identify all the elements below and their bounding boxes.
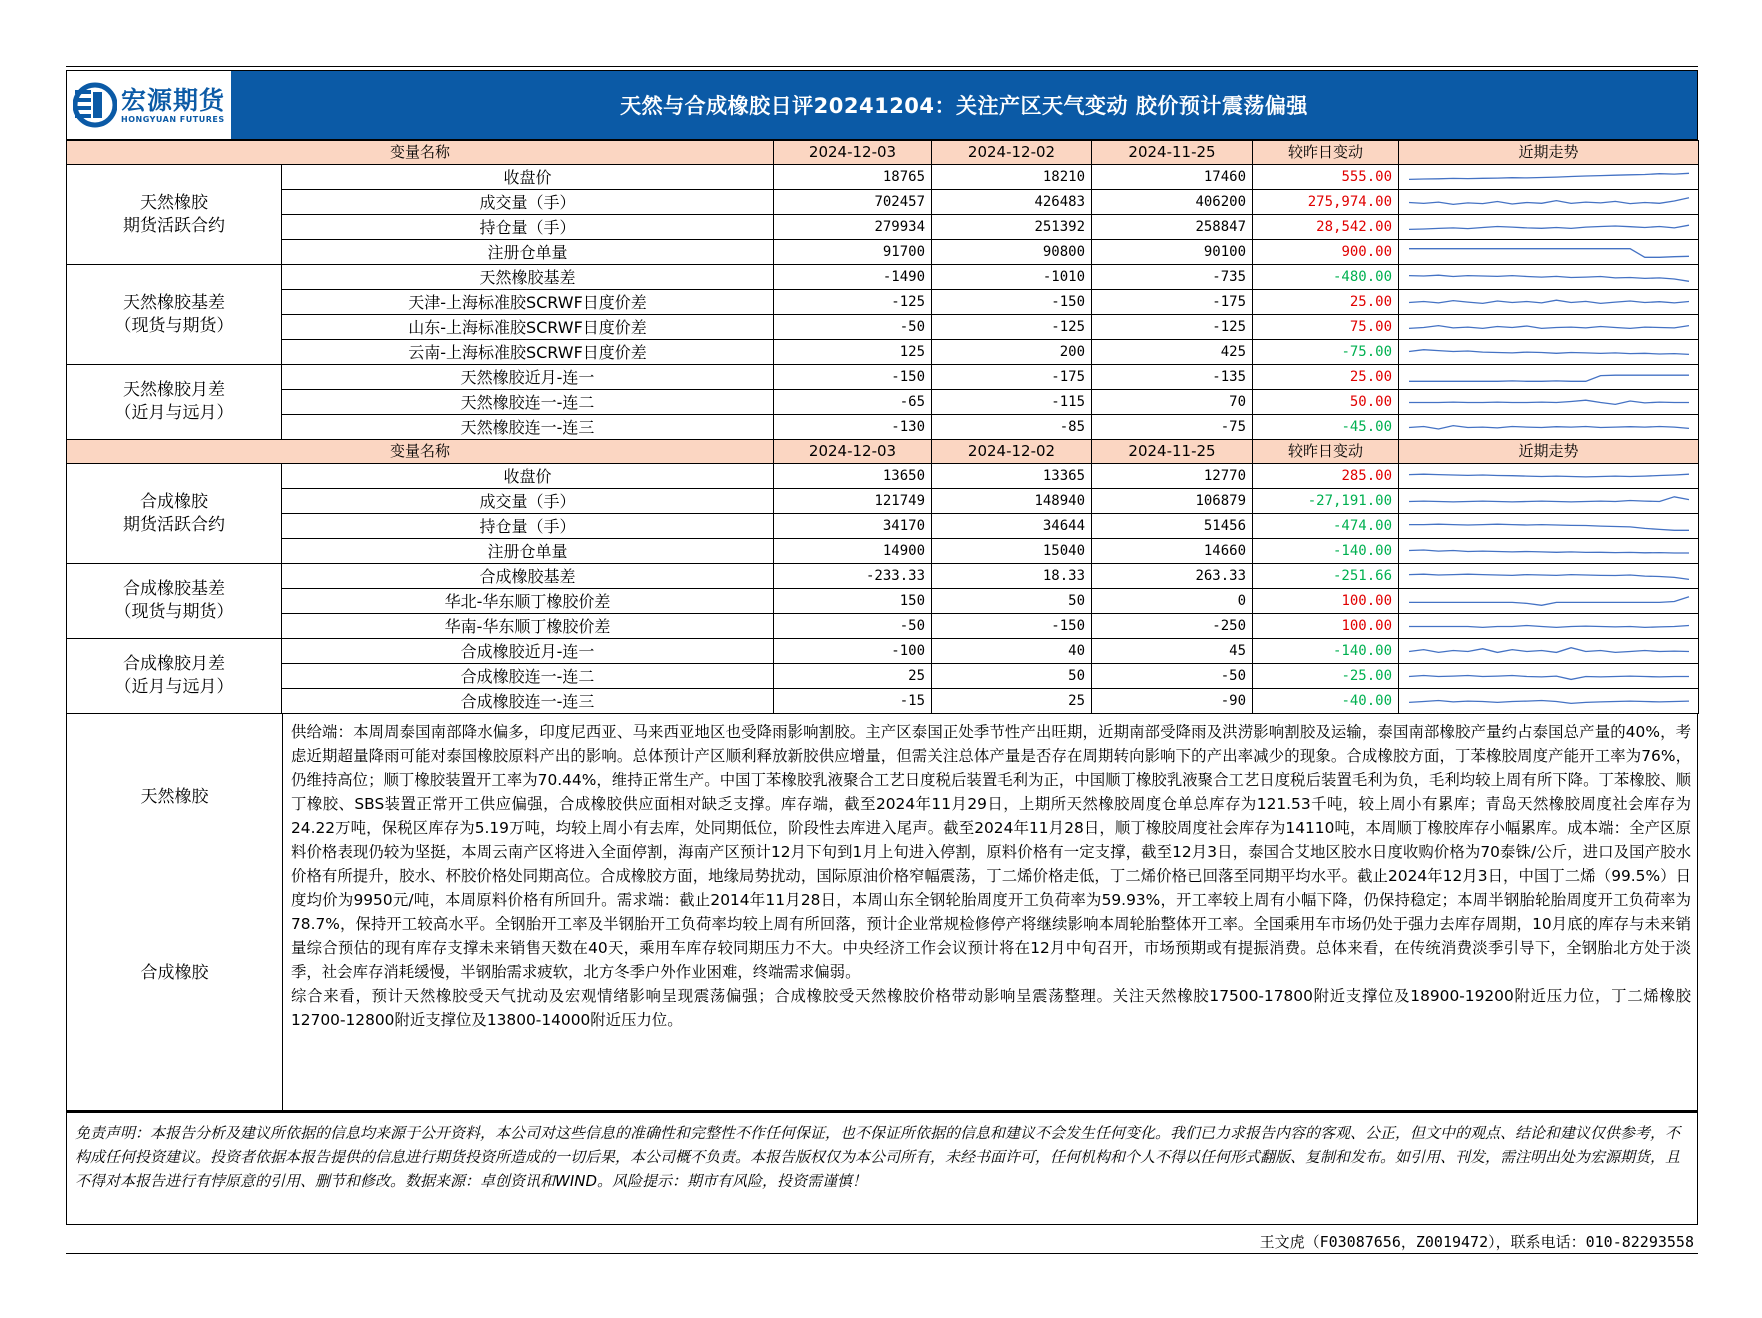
value-date-1: 91700 bbox=[774, 240, 932, 265]
value-date-3: 70 bbox=[1092, 390, 1253, 415]
value-date-1: -150 bbox=[774, 365, 932, 390]
value-date-2: 18.33 bbox=[932, 564, 1092, 589]
trend-sparkline bbox=[1399, 391, 1699, 414]
variable-name: 天然橡胶连一-连二 bbox=[282, 390, 774, 415]
value-date-2: 426483 bbox=[932, 190, 1092, 215]
sparkline-path bbox=[1409, 675, 1689, 679]
value-date-1: -100 bbox=[774, 639, 932, 664]
variable-name: 注册仓单量 bbox=[282, 539, 774, 564]
trend-sparkline bbox=[1399, 640, 1699, 663]
value-date-1: 150 bbox=[774, 589, 932, 614]
sparkline-path bbox=[1409, 700, 1689, 703]
value-date-2: 13365 bbox=[932, 464, 1092, 489]
daily-change: 50.00 bbox=[1253, 390, 1399, 415]
trend-sparkline-cell bbox=[1399, 614, 1699, 639]
sparkline-path bbox=[1409, 375, 1689, 381]
value-date-1: 702457 bbox=[774, 190, 932, 215]
trend-sparkline-cell bbox=[1399, 390, 1699, 415]
value-date-3: -75 bbox=[1092, 415, 1253, 440]
group-name: 天然橡胶基差 bbox=[123, 292, 225, 313]
variable-name: 天津-上海标准胶SCRWF日度价差 bbox=[282, 290, 774, 315]
group-name: 合成橡胶 bbox=[140, 491, 208, 512]
value-date-3: -175 bbox=[1092, 290, 1253, 315]
sparkline-path bbox=[1409, 496, 1689, 501]
analyst-footer: 王文虎（F03087656，Z0019472），联系电话：010-82293558 bbox=[1259, 1233, 1694, 1251]
value-date-2: -1010 bbox=[932, 265, 1092, 290]
table-row bbox=[67, 290, 1699, 315]
variable-name: 成交量（手） bbox=[282, 190, 774, 215]
trend-sparkline-cell bbox=[1399, 290, 1699, 315]
daily-change: 275,974.00 bbox=[1253, 190, 1399, 215]
value-date-3: -250 bbox=[1092, 614, 1253, 639]
sparkline-path bbox=[1409, 647, 1689, 652]
header-date-2: 2024-12-02 bbox=[932, 141, 1092, 165]
trend-sparkline-cell bbox=[1399, 639, 1699, 664]
daily-change: -480.00 bbox=[1253, 265, 1399, 290]
value-date-2: 148940 bbox=[932, 489, 1092, 514]
value-date-2: -150 bbox=[932, 290, 1092, 315]
trend-sparkline bbox=[1399, 565, 1699, 588]
value-date-1: -50 bbox=[774, 315, 932, 340]
sparkline-path bbox=[1409, 574, 1689, 579]
header-date-2: 2024-12-02 bbox=[932, 440, 1092, 464]
value-date-2: 50 bbox=[932, 664, 1092, 689]
value-date-3: 12770 bbox=[1092, 464, 1253, 489]
report-sheet bbox=[66, 70, 1698, 1254]
value-date-3: 90100 bbox=[1092, 240, 1253, 265]
sparkline-path bbox=[1409, 349, 1689, 354]
trend-sparkline bbox=[1399, 465, 1699, 488]
trend-sparkline bbox=[1399, 191, 1699, 214]
group-label bbox=[67, 265, 282, 365]
value-date-3: 51456 bbox=[1092, 514, 1253, 539]
sparkline-path bbox=[1409, 225, 1689, 229]
group-subname: 期货活跃合约 bbox=[123, 215, 225, 236]
value-date-2: 18210 bbox=[932, 165, 1092, 190]
trend-sparkline-cell bbox=[1399, 489, 1699, 514]
daily-change: 100.00 bbox=[1253, 614, 1399, 639]
value-date-3: 258847 bbox=[1092, 215, 1253, 240]
data-table bbox=[66, 140, 1699, 714]
trend-sparkline bbox=[1399, 540, 1699, 563]
variable-name: 山东-上海标准胶SCRWF日度价差 bbox=[282, 315, 774, 340]
commentary-paragraph-1: 供给端：本周周泰国南部降水偏多，印度尼西亚、马来西亚地区也受降雨影响割胶。主产区泰国正处季节性产出旺期，近期南部受降雨及洪涝影响割胶及运输，泰国南部橡胶产量约占泰国总产量的40%，考虑近期超量降雨可能对泰国橡胶原料产出的影响。总体预计产区顺利释放新胶供应增量，但需关注总体产量是否存在周期转向影响下的产出率减少的现象。合成橡胶方面，丁苯橡胶周度产能开工率为76%，仍维持高位；顺丁橡胶装置开工率为70.44%，维持正常生产。中国丁苯橡胶乳液聚合工艺日度税后装置毛利为正，中国顺丁橡胶乳液聚合工艺日度税后装置毛利为负，毛利均较上周有所下降。丁苯橡胶、顺丁橡胶、SBS装置正常开工供应偏强，合成橡胶供应面相对缺乏支撑。库存端，截至2024年11月29日，上期所天然橡胶周度仓单总库存为121.53千吨，较上周小有累库；青岛天然橡胶周度社会库存为24.22万吨，保税区库存为5.19万吨，均较上周小有去库，处同期低位，阶段性去库进入尾声。截至2024年11月28日，顺丁橡胶周度社会库存为14110吨，本周顺丁橡胶库存小幅累库。成本端：全产区原料价格表现仍较为坚挺，本周云南产区将进入全面停割，海南产区预计12月下旬到1月上旬进入停割，原料价格有一定支撑，截至12月3日，泰国合艾地区胶水日度收购价格为70泰铢/公斤，进口及国产胶水价格有所提升，胶水、杯胶价格处同期高位。合成橡胶方面，地缘局势扰动，国际原油价格窄幅震荡，丁二烯价格走低，丁二烯价格已回落至同期平均水平。截止2024年12月3日，中国丁二烯（99.5%）日度均价为9950元/吨，本周原料价格有所回升。需求端：截止2014年11月28日，本周山东全钢轮胎周度开工负荷率为59.93%，开工率较上周有小幅下降，仍保持稳定；本周半钢胎轮胎周度开工负荷率为78.7%，保持开工较高水平。全钢胎开工率及半钢胎开工负荷率均较上周有所回落，预计企业常规检修停产将继续影响本周轮胎整体开工率。全国乘用车市场仍处于强力去库存周期，10月底的库存与未来销量综合预估的现有库存支撑未来销售天数在40天，乘用车库存较同期压力不大。中央经济工作会议预计将在12月中旬召开，市场预期或有提振消费。总体来看，在传统消费淡季引导下，全钢胎北方处于淡季，社会库存消耗缓慢，半钢胎需求疲软，北方冬季户外作业困难，终端需求偏弱。 bbox=[291, 723, 1691, 981]
value-date-1: -130 bbox=[774, 415, 932, 440]
table-row bbox=[67, 415, 1699, 440]
daily-change: -474.00 bbox=[1253, 514, 1399, 539]
trend-sparkline bbox=[1399, 166, 1699, 189]
variable-name: 华南-华东顺丁橡胶价差 bbox=[282, 614, 774, 639]
daily-change: -251.66 bbox=[1253, 564, 1399, 589]
trend-sparkline bbox=[1399, 416, 1699, 439]
sparkline-path bbox=[1409, 625, 1689, 627]
group-subname: （近月与远月） bbox=[114, 677, 234, 697]
group-label bbox=[67, 165, 282, 265]
value-date-2: -125 bbox=[932, 315, 1092, 340]
sparkline-path bbox=[1409, 550, 1689, 553]
value-date-1: -1490 bbox=[774, 265, 932, 290]
header-trend: 近期走势 bbox=[1399, 440, 1699, 464]
daily-change: 75.00 bbox=[1253, 315, 1399, 340]
trend-sparkline bbox=[1399, 216, 1699, 239]
table-header-row bbox=[67, 440, 1699, 464]
value-date-1: -65 bbox=[774, 390, 932, 415]
value-date-1: 18765 bbox=[774, 165, 932, 190]
bottom-rule bbox=[66, 1253, 1698, 1254]
daily-change: 555.00 bbox=[1253, 165, 1399, 190]
daily-change: 900.00 bbox=[1253, 240, 1399, 265]
sparkline-path bbox=[1409, 300, 1689, 303]
trend-sparkline bbox=[1399, 690, 1699, 713]
value-date-1: -50 bbox=[774, 614, 932, 639]
table-row bbox=[67, 390, 1699, 415]
sparkline-path bbox=[1409, 425, 1689, 428]
trend-sparkline-cell bbox=[1399, 340, 1699, 365]
variable-name: 天然橡胶近月-连一 bbox=[282, 365, 774, 390]
group-subname: （现货与期货） bbox=[114, 315, 234, 336]
table-row bbox=[67, 340, 1699, 365]
commentary-paragraph-2: 综合来看，预计天然橡胶受天气扰动及宏观情绪影响呈现震荡偏强；合成橡胶受天然橡胶价格带动影响呈震荡整理。关注天然橡胶17500-17800附近支撑位及18900-19200附近压力位，丁二烯橡胶12700-12800附近支撑位及13800-14000附近压力位。 bbox=[291, 987, 1691, 1029]
trend-sparkline bbox=[1399, 615, 1699, 638]
value-date-2: 50 bbox=[932, 589, 1092, 614]
trend-sparkline bbox=[1399, 366, 1699, 389]
trend-sparkline-cell bbox=[1399, 664, 1699, 689]
variable-name: 合成橡胶连一-连二 bbox=[282, 664, 774, 689]
label-synthetic-rubber: 合成橡胶 bbox=[140, 963, 209, 983]
header-change: 较昨日变动 bbox=[1253, 141, 1399, 165]
commentary-block bbox=[66, 714, 1698, 1111]
table-row bbox=[67, 689, 1699, 714]
trend-sparkline bbox=[1399, 590, 1699, 613]
daily-change: 25.00 bbox=[1253, 365, 1399, 390]
value-date-3: -50 bbox=[1092, 664, 1253, 689]
logo-cn-text: 宏源期货 bbox=[121, 85, 226, 115]
logo-en-text: HONGYUAN FUTURES bbox=[121, 114, 225, 124]
group-label bbox=[67, 365, 282, 440]
daily-change: 28,542.00 bbox=[1253, 215, 1399, 240]
group-name: 合成橡胶月差 bbox=[123, 654, 225, 674]
report-header bbox=[66, 70, 1698, 140]
daily-change: -140.00 bbox=[1253, 539, 1399, 564]
table-row bbox=[67, 514, 1699, 539]
header-date-3: 2024-11-25 bbox=[1092, 141, 1253, 165]
group-subname: （近月与远月） bbox=[114, 403, 234, 423]
header-change: 较昨日变动 bbox=[1253, 440, 1399, 464]
table-header-row bbox=[67, 141, 1699, 165]
logo-emblem-icon bbox=[73, 76, 117, 134]
value-date-2: 200 bbox=[932, 340, 1092, 365]
table-row bbox=[67, 265, 1699, 290]
group-name: 天然橡胶 bbox=[140, 192, 208, 213]
trend-sparkline-cell bbox=[1399, 589, 1699, 614]
table-row bbox=[67, 489, 1699, 514]
value-date-2: -150 bbox=[932, 614, 1092, 639]
trend-sparkline bbox=[1399, 515, 1699, 538]
variable-name: 注册仓单量 bbox=[282, 240, 774, 265]
report-title: 天然与合成橡胶日评20241204：关注产区天气变动 胶价预计震荡偏强 bbox=[231, 71, 1697, 139]
variable-name: 合成橡胶基差 bbox=[282, 564, 774, 589]
value-date-1: -125 bbox=[774, 290, 932, 315]
table-row bbox=[67, 564, 1699, 589]
trend-sparkline-cell bbox=[1399, 265, 1699, 290]
value-date-2: 25 bbox=[932, 689, 1092, 714]
sparkline-path bbox=[1409, 173, 1689, 179]
header-var-name: 变量名称 bbox=[67, 440, 774, 464]
table-row bbox=[67, 315, 1699, 340]
commentary-text bbox=[283, 714, 1697, 1110]
variable-name: 华北-华东顺丁橡胶价差 bbox=[282, 589, 774, 614]
variable-name: 合成橡胶连一-连三 bbox=[282, 689, 774, 714]
header-trend: 近期走势 bbox=[1399, 141, 1699, 165]
value-date-3: 263.33 bbox=[1092, 564, 1253, 589]
value-date-1: 34170 bbox=[774, 514, 932, 539]
daily-change: 25.00 bbox=[1253, 290, 1399, 315]
value-date-3: 17460 bbox=[1092, 165, 1253, 190]
value-date-1: 14900 bbox=[774, 539, 932, 564]
disclaimer: 免责声明：本报告分析及建议所依据的信息均来源于公开资料，本公司对这些信息的准确性和完整性不作任何保证，也不保证所依据的信息和建议不会发生任何变化。我们已力求报告内容的客观、公正，但文中的观点、结论和建议仅供参考，不构成任何投资建议。投资者依据本报告提供的信息进行期货投资所造成的一切后果，本公司概不负责。本报告版权仅为本公司所有，未经书面许可，任何机构和个人不得以任何形式翻版、复制和发布。如引用、刊发，需注明出处为宏源期货，且不得对本报告进行有悖原意的引用、删节和修改。数据来源：卓创资讯和WIND。风险提示：期市有风险，投资需谨慎！ bbox=[66, 1111, 1698, 1225]
value-date-3: -90 bbox=[1092, 689, 1253, 714]
value-date-2: -115 bbox=[932, 390, 1092, 415]
table-row bbox=[67, 589, 1699, 614]
group-subname: （现货与期货） bbox=[114, 602, 234, 622]
sparkline-path bbox=[1409, 325, 1689, 328]
sparkline-path bbox=[1409, 524, 1689, 530]
value-date-2: -85 bbox=[932, 415, 1092, 440]
value-date-1: 121749 bbox=[774, 489, 932, 514]
trend-sparkline-cell bbox=[1399, 564, 1699, 589]
value-date-1: -15 bbox=[774, 689, 932, 714]
trend-sparkline bbox=[1399, 241, 1699, 264]
group-label bbox=[67, 639, 282, 714]
value-date-2: -175 bbox=[932, 365, 1092, 390]
group-name: 合成橡胶基差 bbox=[123, 579, 225, 599]
trend-sparkline-cell bbox=[1399, 215, 1699, 240]
value-date-1: 125 bbox=[774, 340, 932, 365]
value-date-3: 45 bbox=[1092, 639, 1253, 664]
header-date-1: 2024-12-03 bbox=[774, 440, 932, 464]
trend-sparkline-cell bbox=[1399, 190, 1699, 215]
daily-change: -140.00 bbox=[1253, 639, 1399, 664]
trend-sparkline-cell bbox=[1399, 165, 1699, 190]
variable-name: 收盘价 bbox=[282, 464, 774, 489]
sparkline-path bbox=[1409, 474, 1689, 477]
table-row bbox=[67, 664, 1699, 689]
variable-name: 成交量（手） bbox=[282, 489, 774, 514]
value-date-2: 90800 bbox=[932, 240, 1092, 265]
sparkline-path bbox=[1409, 248, 1689, 257]
trend-sparkline-cell bbox=[1399, 539, 1699, 564]
value-date-2: 251392 bbox=[932, 215, 1092, 240]
daily-change: -45.00 bbox=[1253, 415, 1399, 440]
variable-name: 收盘价 bbox=[282, 165, 774, 190]
trend-sparkline-cell bbox=[1399, 689, 1699, 714]
header-date-1: 2024-12-03 bbox=[774, 141, 932, 165]
variable-name: 持仓量（手） bbox=[282, 215, 774, 240]
value-date-3: 0 bbox=[1092, 589, 1253, 614]
value-date-3: -135 bbox=[1092, 365, 1253, 390]
value-date-1: 279934 bbox=[774, 215, 932, 240]
sparkline-path bbox=[1409, 400, 1689, 404]
value-date-3: 14660 bbox=[1092, 539, 1253, 564]
trend-sparkline-cell bbox=[1399, 415, 1699, 440]
value-date-2: 40 bbox=[932, 639, 1092, 664]
value-date-2: 15040 bbox=[932, 539, 1092, 564]
header-date-3: 2024-11-25 bbox=[1092, 440, 1253, 464]
value-date-3: -125 bbox=[1092, 315, 1253, 340]
trend-sparkline bbox=[1399, 291, 1699, 314]
header-var-name: 变量名称 bbox=[67, 141, 774, 165]
table-row bbox=[67, 639, 1699, 664]
table-row bbox=[67, 215, 1699, 240]
variable-name: 天然橡胶连一-连三 bbox=[282, 415, 774, 440]
daily-change: -27,191.00 bbox=[1253, 489, 1399, 514]
sparkline-path bbox=[1409, 275, 1689, 281]
label-natural-rubber: 天然橡胶 bbox=[140, 787, 209, 807]
top-rule bbox=[66, 66, 1698, 67]
trend-sparkline bbox=[1399, 341, 1699, 364]
sparkline-path bbox=[1409, 596, 1689, 605]
value-date-3: -735 bbox=[1092, 265, 1253, 290]
daily-change: 100.00 bbox=[1253, 589, 1399, 614]
group-label bbox=[67, 464, 282, 564]
trend-sparkline bbox=[1399, 316, 1699, 339]
trend-sparkline bbox=[1399, 266, 1699, 289]
trend-sparkline bbox=[1399, 665, 1699, 688]
group-subname: 期货活跃合约 bbox=[123, 514, 225, 535]
value-date-1: -233.33 bbox=[774, 564, 932, 589]
value-date-3: 406200 bbox=[1092, 190, 1253, 215]
value-date-3: 106879 bbox=[1092, 489, 1253, 514]
daily-change: 285.00 bbox=[1253, 464, 1399, 489]
table-row bbox=[67, 190, 1699, 215]
trend-sparkline-cell bbox=[1399, 464, 1699, 489]
table-row bbox=[67, 614, 1699, 639]
commentary-labels bbox=[67, 714, 283, 1110]
value-date-1: 13650 bbox=[774, 464, 932, 489]
daily-change: -75.00 bbox=[1253, 340, 1399, 365]
group-name: 天然橡胶月差 bbox=[123, 380, 225, 400]
value-date-1: 25 bbox=[774, 664, 932, 689]
company-logo bbox=[67, 71, 231, 139]
trend-sparkline bbox=[1399, 490, 1699, 513]
daily-change: -25.00 bbox=[1253, 664, 1399, 689]
value-date-3: 425 bbox=[1092, 340, 1253, 365]
variable-name: 持仓量（手） bbox=[282, 514, 774, 539]
table-row bbox=[67, 365, 1699, 390]
sparkline-path bbox=[1409, 197, 1689, 204]
daily-change: -40.00 bbox=[1253, 689, 1399, 714]
table-row bbox=[67, 165, 1699, 190]
trend-sparkline-cell bbox=[1399, 315, 1699, 340]
trend-sparkline-cell bbox=[1399, 240, 1699, 265]
trend-sparkline-cell bbox=[1399, 365, 1699, 390]
group-label bbox=[67, 564, 282, 639]
table-row bbox=[67, 539, 1699, 564]
trend-sparkline-cell bbox=[1399, 514, 1699, 539]
table-row bbox=[67, 240, 1699, 265]
table-row bbox=[67, 464, 1699, 489]
variable-name: 合成橡胶近月-连一 bbox=[282, 639, 774, 664]
variable-name: 云南-上海标准胶SCRWF日度价差 bbox=[282, 340, 774, 365]
variable-name: 天然橡胶基差 bbox=[282, 265, 774, 290]
value-date-2: 34644 bbox=[932, 514, 1092, 539]
